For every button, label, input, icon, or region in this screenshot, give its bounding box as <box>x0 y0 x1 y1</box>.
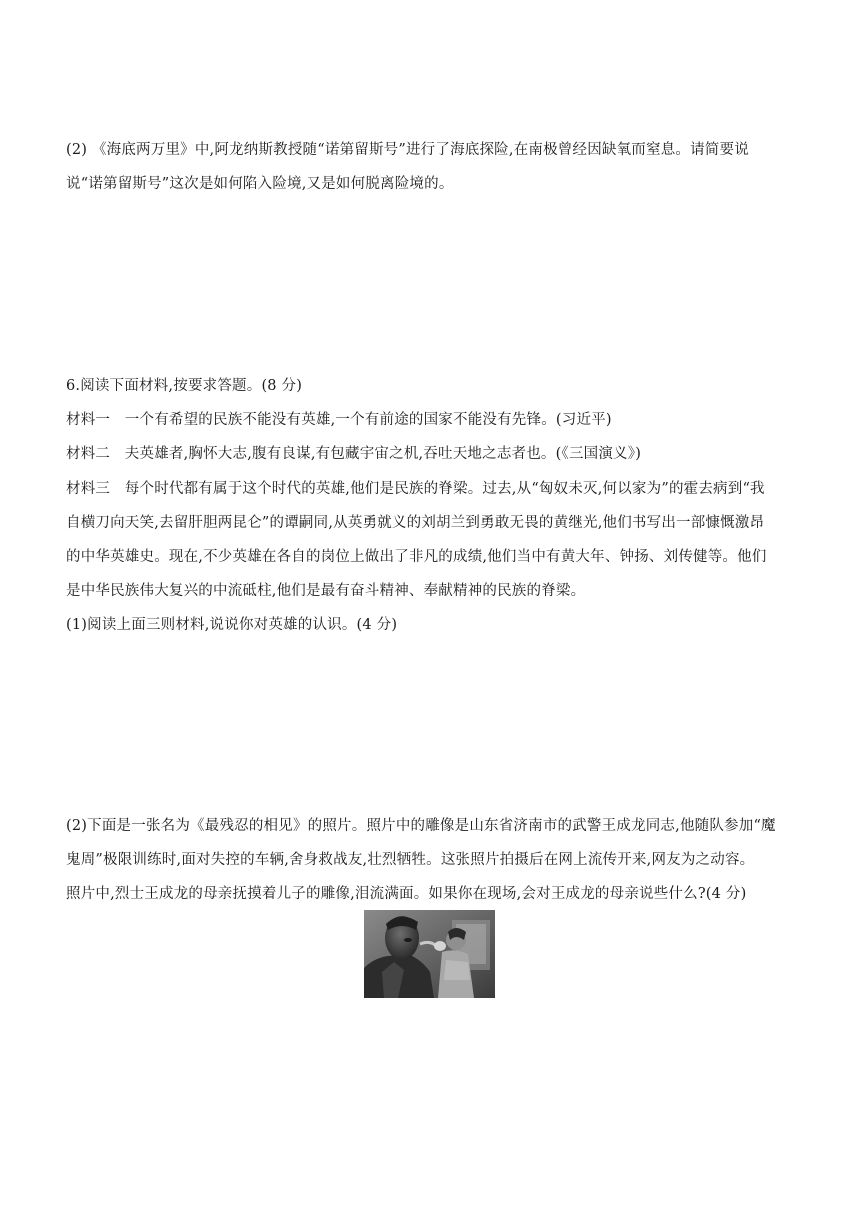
q6-sub1: (1)阅读上面三则材料,说说你对英雄的认识。(4 分) <box>66 617 398 633</box>
statue-photo <box>364 910 495 998</box>
q6-sub2-line1: (2)下面是一张名为《最残忍的相见》的照片。照片中的雕像是山东省济南市的武警王成龙同志,他随队参加“魔 <box>66 818 776 834</box>
q6-material2: 材料二 夫英雄者,胸怀大志,腹有良谋,有包藏宇宙之机,吞吐天地之志者也。(《三国演义》) <box>66 446 642 462</box>
q6-material3-line2: 自横刀向天笑,去留肝胆两昆仑”的谭嗣同,从英勇就义的刘胡兰到勇敢无畏的黄继光,他们书写出一部慷慨激昂 <box>66 515 765 531</box>
q6-material3-line1: 材料三 每个时代都有属于这个时代的英雄,他们是民族的脊梁。过去,从“匈奴未灭,何以家为”的霍去病到“我 <box>66 481 765 497</box>
q6-material3-line3: 的中华英雄史。现在,不少英雄在各自的岗位上做出了非凡的成绩,他们当中有黄大年、钟扬、刘传健等。他们 <box>66 549 767 565</box>
q6-material1: 材料一 一个有希望的民族不能没有英雄,一个有前途的国家不能没有先锋。(习近平) <box>66 412 612 428</box>
q6-sub2-line3: 照片中,烈士王成龙的母亲抚摸着儿子的雕像,泪流满面。如果你在现场,会对王成龙的母亲说些什么?(4 分) <box>66 886 747 902</box>
q5-part2-line1: (2) 《海底两万里》中,阿龙纳斯教授随“诺第留斯号”进行了海底探险,在南极曾经因缺氧而窒息。请简要说 <box>66 142 749 158</box>
q6-material3-line4: 是中华民族伟大复兴的中流砥柱,他们是最有奋斗精神、奉献精神的民族的脊梁。 <box>66 583 586 599</box>
q6-header: 6.阅读下面材料,按要求答题。(8 分) <box>66 378 303 394</box>
q6-sub2-line2: 鬼周”极限训练时,面对失控的车辆,舍身救战友,壮烈牺牲。这张照片拍摄后在网上流传开来,网友为之动容。 <box>66 852 755 868</box>
q5-part2-line2: 说“诺第留斯号”这次是如何陷入险境,又是如何脱离险境的。 <box>66 176 454 192</box>
